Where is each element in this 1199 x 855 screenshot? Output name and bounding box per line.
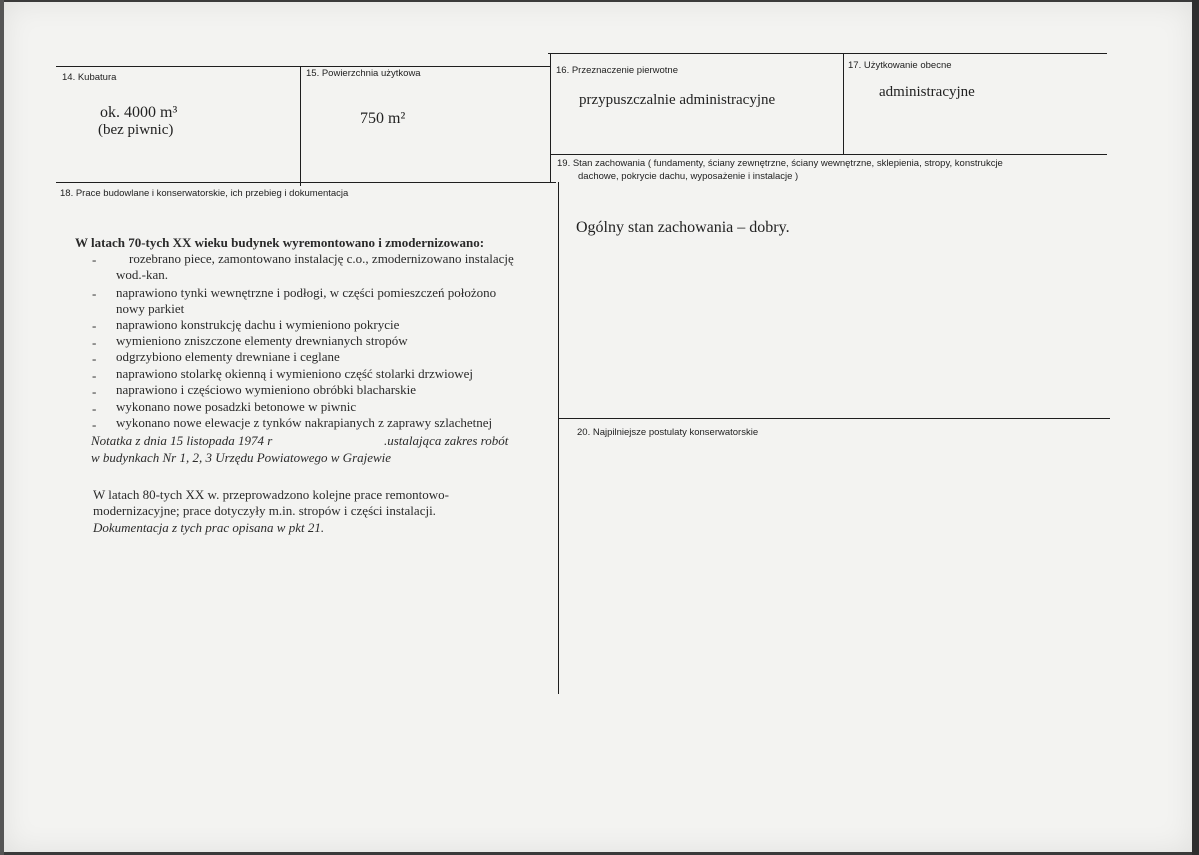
center-vertical-line	[558, 182, 559, 694]
item-dash: -	[92, 335, 97, 350]
top-line-right	[548, 53, 1107, 54]
item-dash: -	[92, 368, 97, 383]
prace-item: rozebrano piece, zamontowano instalację c.o., zmodernizowano instalację	[129, 251, 514, 266]
form-sheet	[4, 2, 1192, 852]
przeznaczenie-label: 16. Przeznaczenie pierwotne	[556, 65, 678, 76]
prace-heading-70s: W latach 70-tych XX wieku budynek wyremontowano i zmodernizowano:	[75, 235, 485, 250]
postulaty-label: 20. Najpilniejsze postulaty konserwatorskie	[577, 427, 759, 438]
top-line-left	[56, 66, 551, 67]
przeznaczenie-value: przypuszczalnie administracyjne	[579, 92, 776, 108]
kubatura-label: 14. Kubatura	[62, 72, 117, 83]
item-dash: -	[92, 384, 97, 399]
notatka-line1-b: .ustalająca zakres robót	[384, 433, 509, 448]
notatka-line1-a: Notatka z dnia 15 listopada 1974 r	[91, 433, 273, 448]
prace-item: wykonano nowe posadzki betonowe w piwnic	[116, 399, 357, 414]
prace-budowlane-label: 18. Prace budowlane i konserwatorskie, ich przebieg i dokumentacja	[60, 188, 349, 199]
divider-15-16	[550, 54, 551, 182]
scan-edge-right	[1192, 0, 1199, 855]
uzytkowanie-value: administracyjne	[879, 84, 975, 100]
item-dash: -	[92, 252, 97, 267]
notatka-line2: w budynkach Nr 1, 2, 3 Urzędu Powiatowego w Grajewie	[91, 450, 392, 465]
prace-heading-80s-line1: W latach 80-tych XX w. przeprowadzono kolejne prace remontowo-	[93, 487, 449, 502]
prace-item-continuation: nowy parkiet	[116, 301, 185, 316]
prace-item-continuation: wod.-kan.	[116, 267, 168, 282]
item-dash: -	[92, 351, 97, 366]
line-above-18	[56, 182, 556, 183]
kubatura-note: (bez piwnic)	[98, 122, 174, 138]
prace-item: naprawiono konstrukcję dachu i wymieniono pokrycie	[116, 317, 400, 332]
kubatura-value: ok. 4000 m³	[100, 104, 178, 121]
prace-item: wykonano nowe elewacje z tynków nakrapianych z zaprawy szlachetnej	[116, 415, 493, 430]
item-dash: -	[92, 417, 97, 432]
prace-item: wymieniono zniszczone elementy drewnianych stropów	[116, 333, 408, 348]
item-dash: -	[92, 318, 97, 333]
uzytkowanie-label: 17. Użytkowanie obecne	[848, 60, 952, 71]
divider-16-17	[843, 54, 844, 154]
divider-14-15	[300, 66, 301, 186]
stan-zachowania-label-line1: 19. Stan zachowania ( fundamenty, ściany zewnętrzne, ściany wewnętrzne, sklepienia, stropy, konstrukcje	[557, 158, 1003, 169]
prace-item: naprawiono stolarkę okienną i wymieniono część stolarki drzwiowej	[116, 366, 474, 381]
stan-zachowania-value: Ogólny stan zachowania – dobry.	[576, 219, 790, 236]
item-dash: -	[92, 401, 97, 416]
stan-zachowania-label-line2: dachowe, pokrycie dachu, wyposażenie i instalacje )	[578, 171, 799, 182]
line-above-19	[550, 154, 1107, 155]
prace-heading-80s-line2: modernizacyjne; prace dotyczyły m.in. stropów i części instalacji.	[93, 503, 436, 518]
prace-item: naprawiono i częściowo wymieniono obróbki blacharskie	[116, 382, 416, 397]
powierzchnia-value: 750 m²	[360, 110, 406, 127]
prace-item: odgrzybiono elementy drewniane i ceglane	[116, 349, 340, 364]
powierzchnia-label: 15. Powierzchnia użytkowa	[306, 68, 421, 79]
line-above-20	[559, 418, 1110, 419]
dokumentacja-line: Dokumentacja z tych prac opisana w pkt 21.	[93, 520, 325, 535]
prace-item: naprawiono tynki wewnętrzne i podłogi, w części pomieszczeń położono	[116, 285, 497, 300]
item-dash: -	[92, 286, 97, 301]
